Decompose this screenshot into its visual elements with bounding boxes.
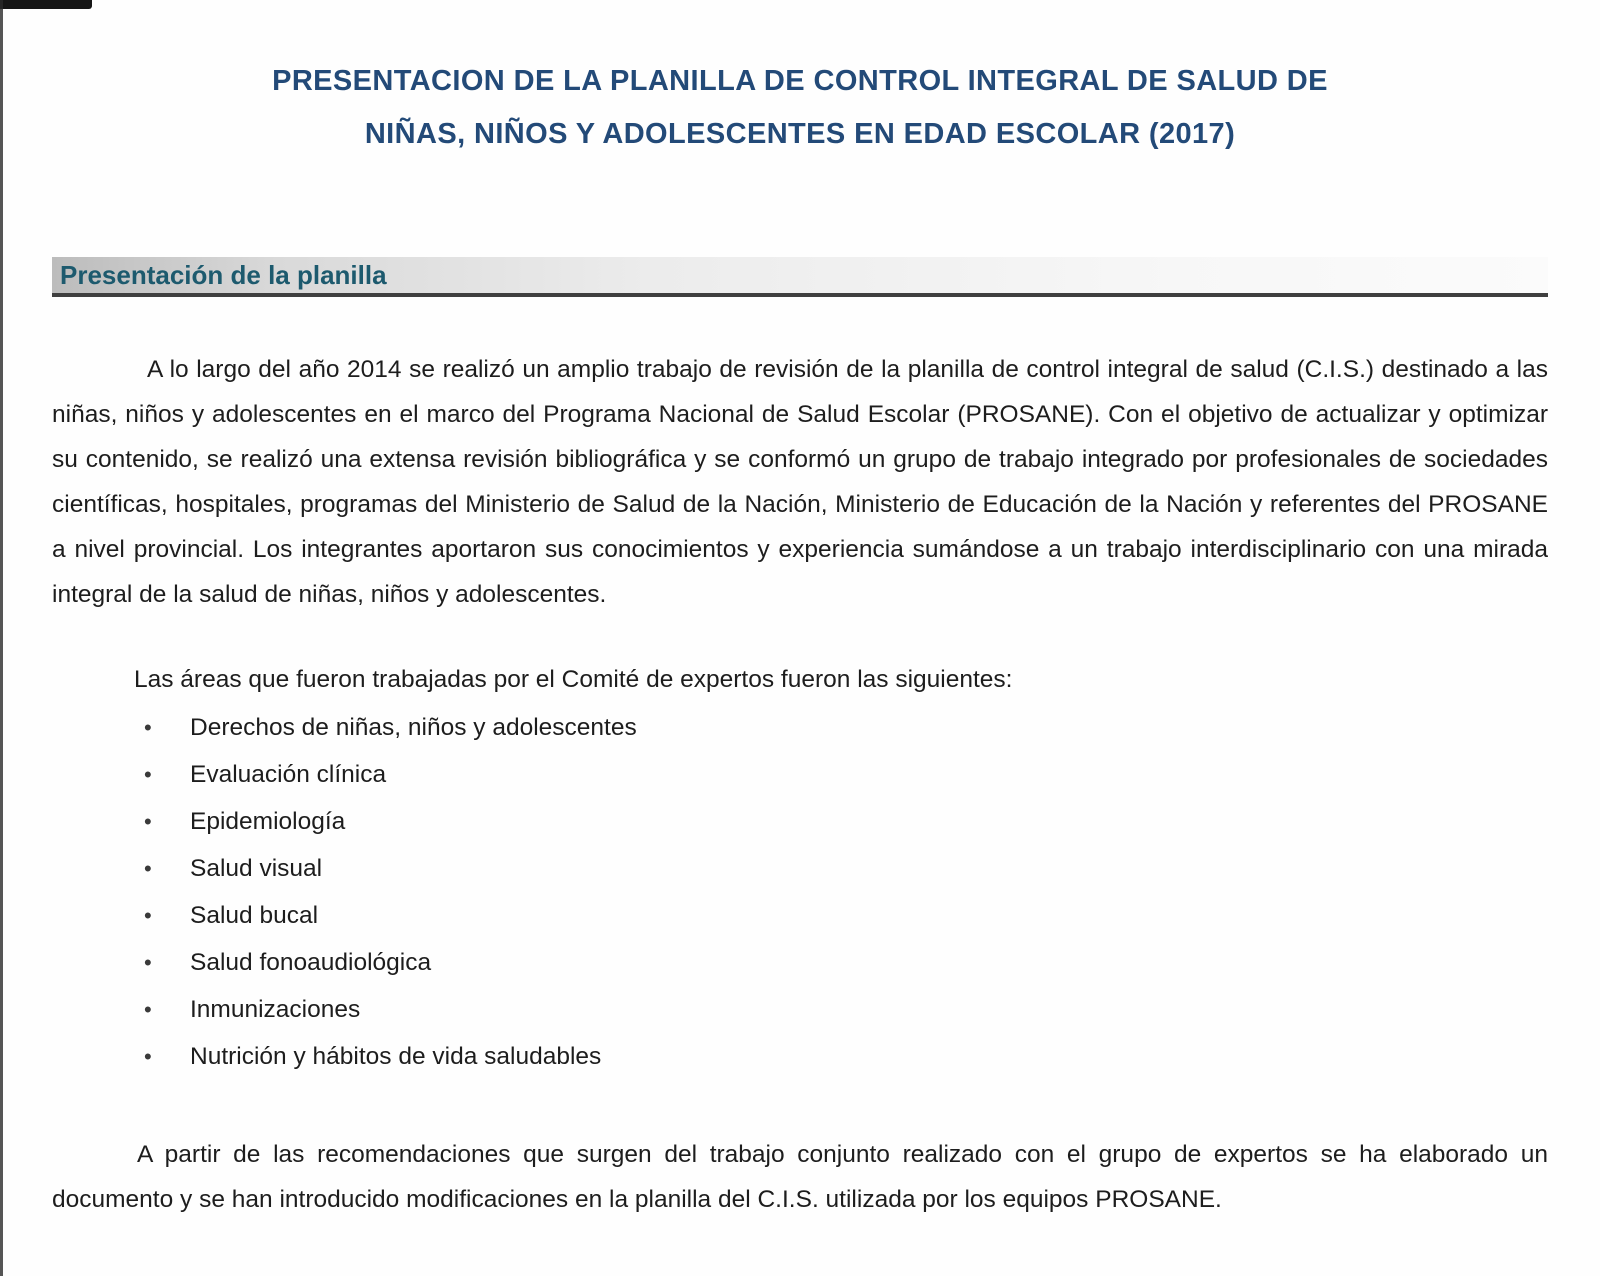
list-item-text: Salud visual [190, 855, 323, 882]
list-item [52, 1043, 1548, 1090]
list-item-text: Epidemiología [190, 808, 346, 835]
section-heading-bar [52, 257, 1548, 297]
list-item-text: Derechos de niñas, niños y adolescentes [190, 714, 637, 741]
bullet-icon: • [144, 762, 152, 787]
bullet-icon: • [144, 1044, 152, 1069]
list-item-text: Salud bucal [190, 902, 319, 929]
paragraph-closing: A partir de las recomendaciones que surgen del trabajo conjunto realizado con el grupo de expertos se ha elaborado un documento y se han introducido modificaciones en la planilla del C.I.S. utilizada por los equipos PROSANE. [52, 1141, 1548, 1213]
scan-artifact-top [0, 0, 92, 9]
list-intro: Las áreas que fueron trabajadas por el Comité de expertos fueron las siguientes: [134, 666, 1013, 693]
list-item [52, 902, 1548, 949]
list-item-text: Salud fonoaudiológica [190, 949, 432, 976]
list-item [52, 949, 1548, 996]
bullet-icon: • [144, 809, 152, 834]
bullet-list [52, 714, 1548, 1090]
page-title [112, 55, 1488, 161]
list-item [52, 808, 1548, 855]
bullet-icon: • [144, 715, 152, 740]
list-item-text: Nutrición y hábitos de vida saludables [190, 1043, 602, 1070]
list-item [52, 761, 1548, 808]
bullet-icon: • [144, 997, 152, 1022]
list-item [52, 855, 1548, 902]
bullet-icon: • [144, 903, 152, 928]
bullet-icon: • [144, 856, 152, 881]
page-title-line1: PRESENTACION DE LA PLANILLA DE CONTROL INTEGRAL DE SALUD DE [272, 65, 1328, 97]
list-item [52, 714, 1548, 761]
list-item-text: Evaluación clínica [190, 761, 387, 788]
section-heading-text: Presentación de la planilla [60, 259, 387, 290]
list-item [52, 996, 1548, 1043]
page-title-line2: NIÑAS, NIÑOS Y ADOLESCENTES EN EDAD ESCOLAR (2017) [364, 118, 1236, 150]
bullet-icon: • [144, 950, 152, 975]
list-item-text: Inmunizaciones [190, 996, 361, 1023]
paragraph-intro: A lo largo del año 2014 se realizó un amplio trabajo de revisión de la planilla de control integral de salud (C.I.S.) destinado a las niñas, niños y adolescentes en el marco del Programa Nacional de Salud Escolar (PROSANE). Con el objetivo de actualizar y optimizar su contenido, se realizó una extensa revisión bibliográfica y se conformó un grupo de trabajo integrado por profesionales de sociedades científicas, hospitales, programas del Ministerio de Salud de la Nación, Ministerio de Educación de la Nación y referentes del PROSANE a nivel provincial. Los integrantes aportaron sus conocimientos y experiencia sumándose a un trabajo interdisciplinario con una mirada integral de la salud de niñas, niños y adolescentes. [52, 356, 1548, 608]
scan-artifact-left-edge [0, 0, 3, 1276]
